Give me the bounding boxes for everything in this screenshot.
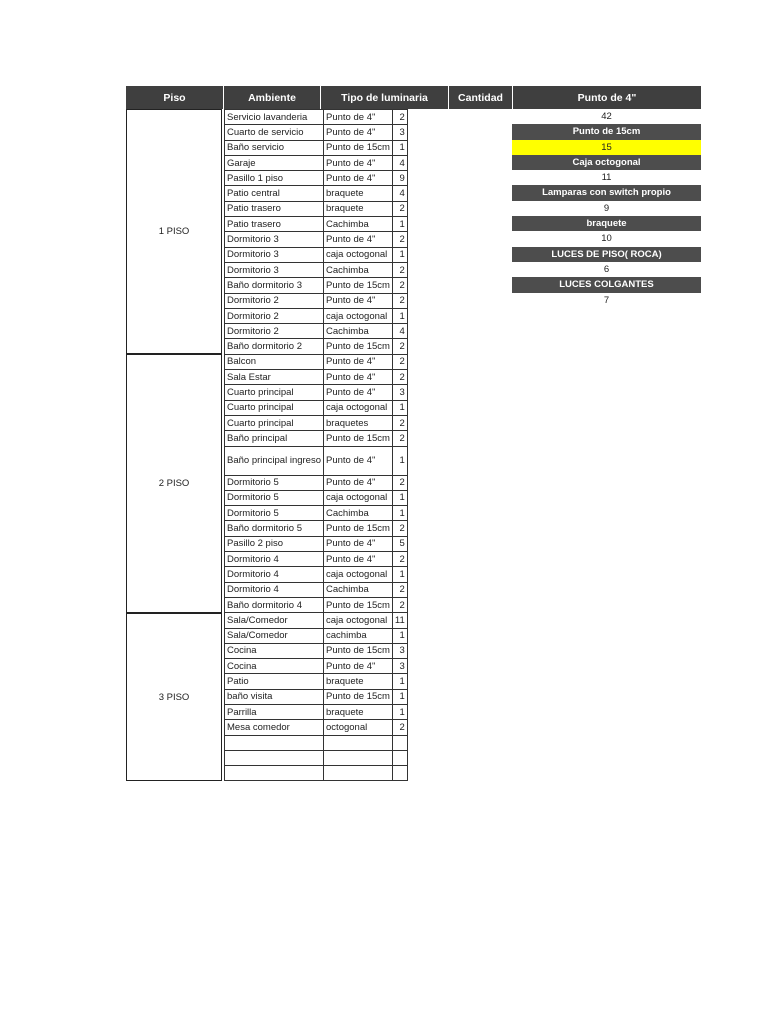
summary-label[interactable]: Caja octogonal (512, 155, 701, 170)
ambiente-cell[interactable]: Dormitorio 3 (225, 262, 324, 277)
tipo-cell[interactable]: Punto de 15cm (324, 140, 393, 155)
cantidad-cell[interactable]: 4 (392, 155, 407, 170)
tipo-cell[interactable]: caja octogonal (324, 490, 393, 505)
summary-value[interactable]: 7 (603, 294, 610, 306)
ambiente-cell[interactable]: Mesa comedor (225, 720, 324, 735)
ambiente-cell[interactable] (225, 750, 324, 765)
ambiente-cell[interactable]: Balcon (225, 354, 324, 369)
table-row (225, 232, 408, 247)
table-row (225, 171, 408, 186)
tipo-cell[interactable]: braquete (324, 201, 393, 216)
summary-panel (512, 109, 701, 308)
tipo-cell[interactable]: Punto de 15cm (324, 597, 393, 612)
cantidad-cell[interactable]: 2 (392, 232, 407, 247)
summary-label[interactable]: braquete (512, 216, 701, 231)
tipo-cell[interactable]: braquete (324, 704, 393, 719)
cantidad-cell[interactable]: 11 (392, 613, 407, 628)
cantidad-cell[interactable]: 1 (392, 140, 407, 155)
ambiente-cell[interactable]: Baño dormitorio 2 (225, 339, 324, 354)
table-row (225, 490, 408, 505)
ambiente-cell[interactable]: Patio trasero (225, 201, 324, 216)
floor-cell-2[interactable]: 2 PISO (126, 354, 222, 613)
table-row (225, 536, 408, 551)
cantidad-cell[interactable]: 3 (392, 125, 407, 140)
cantidad-cell[interactable]: 1 (392, 689, 407, 704)
ambiente-cell[interactable]: Baño dormitorio 4 (225, 597, 324, 612)
tipo-cell[interactable]: Punto de 4" (324, 659, 393, 674)
tipo-cell[interactable]: caja octogonal (324, 567, 393, 582)
ambiente-cell[interactable]: Baño servicio (225, 140, 324, 155)
ambiente-cell[interactable] (225, 766, 324, 781)
table-row (225, 370, 408, 385)
tipo-cell[interactable] (324, 766, 393, 781)
table-row (225, 431, 408, 446)
header-cantidad[interactable]: Cantidad (449, 86, 512, 109)
summary-value[interactable]: 9 (603, 202, 610, 214)
table-row (225, 720, 408, 735)
summary-value[interactable]: 6 (603, 263, 610, 275)
tipo-cell[interactable]: Cachimba (324, 582, 393, 597)
cantidad-cell[interactable]: 2 (392, 475, 407, 490)
ambiente-cell[interactable]: Dormitorio 5 (225, 475, 324, 490)
table-row (225, 582, 408, 597)
cantidad-cell[interactable]: 4 (392, 324, 407, 339)
ambiente-cell[interactable]: Cuarto de servicio (225, 125, 324, 140)
summary-value[interactable]: 10 (601, 233, 612, 245)
cantidad-cell[interactable]: 1 (392, 506, 407, 521)
cantidad-cell[interactable]: 5 (392, 536, 407, 551)
cantidad-cell[interactable]: 2 (392, 293, 407, 308)
cantidad-cell[interactable]: 1 (392, 674, 407, 689)
cantidad-cell[interactable]: 1 (392, 628, 407, 643)
ambiente-cell[interactable]: Baño principal ingreso (225, 446, 324, 475)
tipo-cell[interactable]: Punto de 15cm (324, 278, 393, 293)
ambiente-cell[interactable]: Dormitorio 3 (225, 247, 324, 262)
table-row (225, 674, 408, 689)
tipo-cell[interactable]: Punto de 4" (324, 125, 393, 140)
ambiente-cell[interactable]: Cuarto principal (225, 415, 324, 430)
table-row (225, 110, 408, 125)
ambiente-cell[interactable]: Dormitorio 2 (225, 293, 324, 308)
table-row (225, 552, 408, 567)
table-row (225, 308, 408, 323)
ambiente-cell[interactable]: Cocina (225, 659, 324, 674)
tipo-cell[interactable]: Punto de 4" (324, 370, 393, 385)
tipo-cell[interactable]: braquete (324, 674, 393, 689)
tipo-cell[interactable]: Cachimba (324, 324, 393, 339)
ambiente-cell[interactable]: Cocina (225, 643, 324, 658)
table-row (225, 567, 408, 582)
cantidad-cell[interactable]: 1 (392, 308, 407, 323)
table-row (225, 659, 408, 674)
table-row (225, 324, 408, 339)
tipo-cell[interactable]: caja octogonal (324, 613, 393, 628)
tipo-cell[interactable]: Punto de 15cm (324, 431, 393, 446)
cantidad-cell[interactable]: 2 (392, 552, 407, 567)
tipo-cell[interactable] (324, 735, 393, 750)
cantidad-cell[interactable]: 2 (392, 720, 407, 735)
table-row (225, 293, 408, 308)
ambiente-cell[interactable]: Dormitorio 4 (225, 567, 324, 582)
tipo-cell[interactable]: Punto de 15cm (324, 339, 393, 354)
cantidad-cell[interactable]: 1 (392, 704, 407, 719)
table-row (225, 704, 408, 719)
cantidad-cell[interactable]: 1 (392, 217, 407, 232)
ambiente-cell[interactable]: Patio central (225, 186, 324, 201)
tipo-cell[interactable]: Punto de 4" (324, 552, 393, 567)
ambiente-cell[interactable]: Servicio lavanderia (225, 110, 324, 125)
ambiente-cell[interactable]: Dormitorio 5 (225, 490, 324, 505)
ambiente-cell[interactable]: Patio trasero (225, 217, 324, 232)
cantidad-cell[interactable]: 1 (392, 400, 407, 415)
table-row (225, 385, 408, 400)
floor-cell-3[interactable]: 3 PISO (126, 613, 222, 781)
table-row (225, 278, 408, 293)
table-row (225, 400, 408, 415)
cantidad-cell[interactable]: 2 (392, 415, 407, 430)
summary-label[interactable]: LUCES DE PISO( ROCA) (512, 247, 701, 262)
header-ambiente[interactable]: Ambiente (224, 86, 320, 109)
table-row (225, 475, 408, 490)
cantidad-cell[interactable]: 2 (392, 431, 407, 446)
table-row (225, 506, 408, 521)
cantidad-cell[interactable]: 3 (392, 643, 407, 658)
cantidad-cell[interactable]: 1 (392, 567, 407, 582)
tipo-cell[interactable]: Punto de 4" (324, 536, 393, 551)
cantidad-cell[interactable]: 2 (392, 597, 407, 612)
header-tipo[interactable]: Tipo de luminaria (321, 86, 448, 109)
table-row (225, 766, 408, 781)
ambiente-cell[interactable]: Cuarto principal (225, 385, 324, 400)
cantidad-cell[interactable] (392, 735, 407, 750)
cantidad-cell[interactable]: 2 (392, 262, 407, 277)
tipo-cell[interactable]: Punto de 4" (324, 293, 393, 308)
header-punto4[interactable]: Punto de 4" (513, 86, 701, 109)
tipo-cell[interactable]: Punto de 4" (324, 110, 393, 125)
tipo-cell[interactable]: Punto de 4" (324, 155, 393, 170)
ambiente-cell[interactable]: Cuarto principal (225, 400, 324, 415)
tipo-cell[interactable]: Punto de 4" (324, 385, 393, 400)
tipo-cell[interactable]: cachimba (324, 628, 393, 643)
cantidad-cell[interactable]: 3 (392, 385, 407, 400)
luminaria-table (224, 109, 408, 781)
ambiente-cell[interactable]: Dormitorio 3 (225, 232, 324, 247)
table-row (225, 415, 408, 430)
table-row (225, 613, 408, 628)
ambiente-cell[interactable]: Baño dormitorio 3 (225, 278, 324, 293)
cantidad-cell[interactable] (392, 766, 407, 781)
table-row (225, 262, 408, 277)
ambiente-cell[interactable] (225, 735, 324, 750)
cantidad-cell[interactable]: 4 (392, 186, 407, 201)
table-row (225, 186, 408, 201)
ambiente-cell[interactable]: Dormitorio 4 (225, 582, 324, 597)
tipo-cell[interactable]: caja octogonal (324, 308, 393, 323)
tipo-cell[interactable]: octogonal (324, 720, 393, 735)
cantidad-cell[interactable]: 2 (392, 370, 407, 385)
cantidad-cell[interactable]: 2 (392, 339, 407, 354)
cantidad-cell[interactable]: 2 (392, 110, 407, 125)
table-row (225, 339, 408, 354)
tipo-cell[interactable]: Punto de 15cm (324, 643, 393, 658)
tipo-cell[interactable]: Punto de 4" (324, 446, 393, 475)
summary-label[interactable]: Punto de 15cm (512, 124, 701, 139)
table-row (225, 735, 408, 750)
table-row (225, 140, 408, 155)
ambiente-cell[interactable]: Sala/Comedor (225, 628, 324, 643)
header-piso[interactable]: Piso (126, 86, 223, 109)
tipo-cell[interactable]: caja octogonal (324, 247, 393, 262)
summary-value[interactable]: 42 (601, 111, 612, 122)
tipo-cell[interactable]: braquetes (324, 415, 393, 430)
ambiente-cell[interactable]: Dormitorio 2 (225, 324, 324, 339)
table-row (225, 643, 408, 658)
cantidad-cell[interactable]: 2 (392, 582, 407, 597)
table-row (225, 521, 408, 536)
ambiente-cell[interactable]: Sala Estar (225, 370, 324, 385)
cantidad-cell[interactable]: 9 (392, 171, 407, 186)
tipo-cell[interactable]: Punto de 4" (324, 354, 393, 369)
ambiente-cell[interactable]: Patio (225, 674, 324, 689)
cantidad-cell[interactable]: 2 (392, 278, 407, 293)
summary-value[interactable]: 11 (601, 172, 612, 184)
table-row (225, 247, 408, 262)
table-row (225, 201, 408, 216)
ambiente-cell[interactable]: Dormitorio 4 (225, 552, 324, 567)
tipo-cell[interactable]: Cachimba (324, 217, 393, 232)
ambiente-cell[interactable]: Garaje (225, 155, 324, 170)
ambiente-cell[interactable]: Baño principal (225, 431, 324, 446)
cantidad-cell[interactable]: 2 (392, 201, 407, 216)
ambiente-cell[interactable]: Dormitorio 5 (225, 506, 324, 521)
ambiente-cell[interactable]: Pasillo 2 piso (225, 536, 324, 551)
tipo-cell[interactable]: Cachimba (324, 506, 393, 521)
floor-cell-1[interactable]: 1 PISO (126, 109, 222, 354)
tipo-cell[interactable]: Punto de 4" (324, 171, 393, 186)
table-row (225, 597, 408, 612)
table-row (225, 217, 408, 232)
tipo-cell[interactable] (324, 750, 393, 765)
summary-value[interactable]: 15 (512, 140, 701, 155)
tipo-cell[interactable]: Punto de 15cm (324, 689, 393, 704)
table-row (225, 628, 408, 643)
table-row (225, 750, 408, 765)
ambiente-cell[interactable]: Dormitorio 2 (225, 308, 324, 323)
tipo-cell[interactable]: Punto de 4" (324, 232, 393, 247)
summary-label[interactable]: LUCES COLGANTES (512, 277, 701, 292)
table-row (225, 689, 408, 704)
ambiente-cell[interactable]: Baño dormitorio 5 (225, 521, 324, 536)
summary-label[interactable]: Lamparas con switch propio (512, 185, 701, 200)
tipo-cell[interactable]: braquete (324, 186, 393, 201)
cantidad-cell[interactable]: 3 (392, 659, 407, 674)
cantidad-cell[interactable]: 1 (392, 490, 407, 505)
tipo-cell[interactable]: Cachimba (324, 262, 393, 277)
cantidad-cell[interactable]: 1 (392, 446, 407, 475)
tipo-cell[interactable]: Punto de 15cm (324, 521, 393, 536)
ambiente-cell[interactable]: baño visita (225, 689, 324, 704)
tipo-cell[interactable]: Punto de 4" (324, 475, 393, 490)
table-row (225, 125, 408, 140)
cantidad-cell[interactable]: 2 (392, 521, 407, 536)
table-row (225, 446, 408, 475)
ambiente-cell[interactable]: Pasillo 1 piso (225, 171, 324, 186)
ambiente-cell[interactable]: Parrilla (225, 704, 324, 719)
ambiente-cell[interactable]: Sala/Comedor (225, 613, 324, 628)
tipo-cell[interactable]: caja octogonal (324, 400, 393, 415)
table-row (225, 155, 408, 170)
table-row (225, 354, 408, 369)
cantidad-cell[interactable]: 2 (392, 354, 407, 369)
cantidad-cell[interactable]: 1 (392, 247, 407, 262)
cantidad-cell[interactable] (392, 750, 407, 765)
